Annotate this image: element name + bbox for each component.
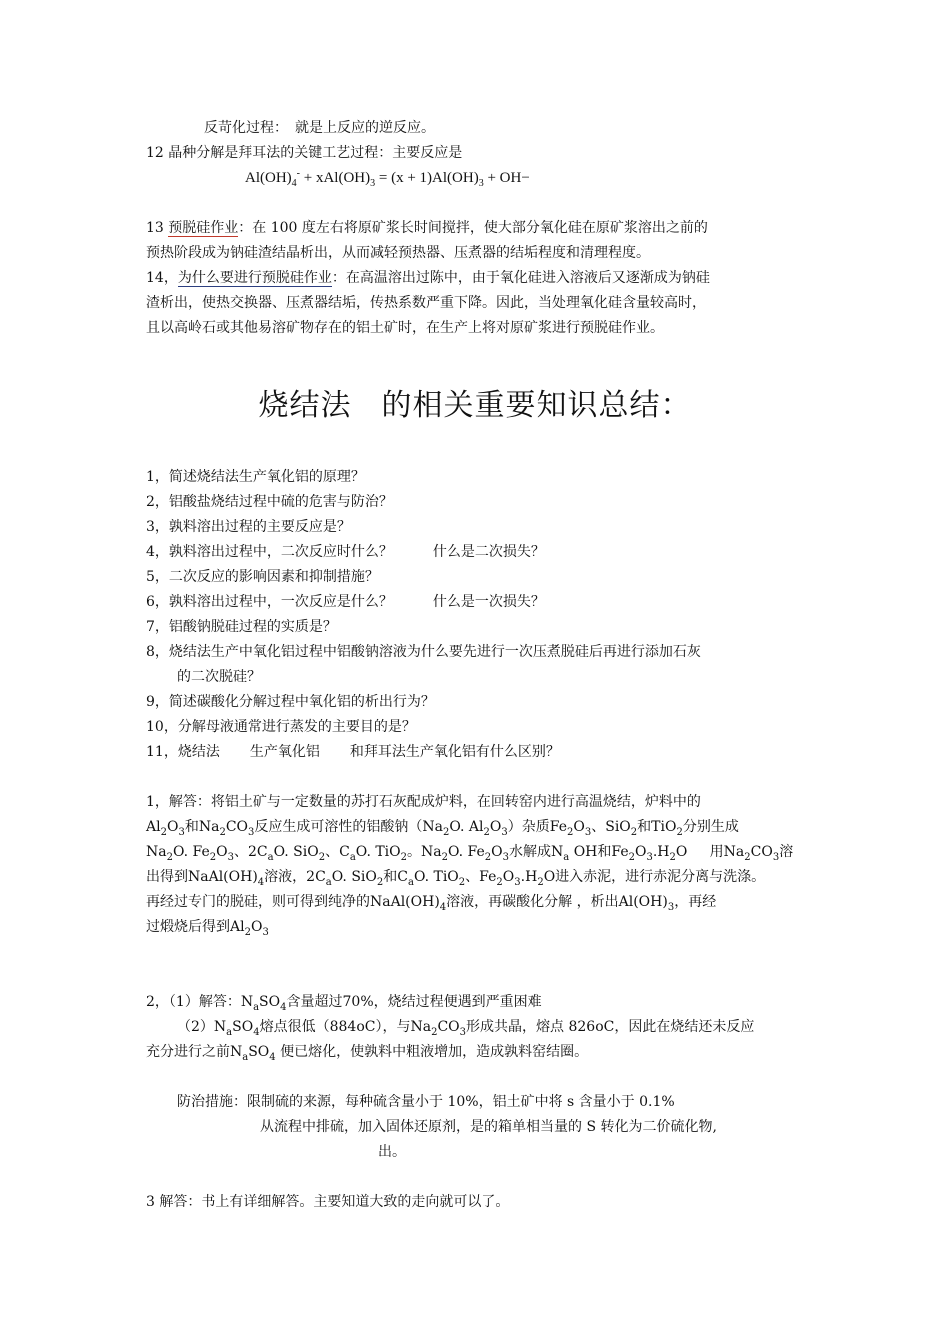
eq-sub-2: 3 bbox=[370, 178, 376, 189]
formula: $N_a$ OH bbox=[551, 844, 598, 863]
question-6b: 什么是一次损失？ bbox=[432, 594, 545, 610]
seed-decomposition-line: 12 晶种分解是拜耳法的关键工艺过程：主要反应是 bbox=[146, 145, 463, 161]
eq-term-2: + xAl(OH) bbox=[300, 170, 371, 186]
a1-text: 用 bbox=[709, 844, 724, 860]
answer-1-line5 bbox=[146, 892, 716, 912]
formula: $N_aSO_4$ bbox=[230, 1044, 276, 1063]
formula: $Fe_2O_3.H_2O$ bbox=[611, 844, 688, 863]
eq-sup-1: - bbox=[296, 168, 300, 179]
a1-text: ，再经 bbox=[674, 894, 717, 910]
eq-sub-1: 4 bbox=[291, 178, 297, 189]
a1-text: 再经过专门的脱硅，则可得到纯净的 bbox=[146, 894, 370, 910]
title-part-2: 的相关重要知识总结： bbox=[381, 388, 692, 423]
answer-1-line2 bbox=[146, 817, 739, 837]
title-part-1: 烧结法 bbox=[258, 388, 352, 423]
a1-text: 出得到 bbox=[146, 869, 188, 885]
prevention-measures-1: 防治措施：限制硫的来源，每种硫含量小于 10%，铝土矿中将 s 含量小于 0.1% bbox=[177, 1094, 675, 1110]
question-9: 9，简述碳酸化分解过程中氧化铝的析出行为？ bbox=[146, 694, 435, 710]
formula: $Na_2O$. $Fe_2O_3$、$2C_aO$. SiO$_2$、$C_aO$. TiO$_2$ bbox=[146, 844, 408, 863]
question-7: 7，铝酸钠脱硅过程的实质是？ bbox=[146, 619, 337, 635]
question-6 bbox=[146, 592, 545, 612]
question-2: 2，铝酸盐烧结过程中硫的危害与防治？ bbox=[146, 494, 393, 510]
formula: $Al_2O_3$ bbox=[230, 919, 269, 938]
a1-text: 和 bbox=[637, 819, 652, 835]
seed-decomposition-equation bbox=[245, 168, 530, 188]
question-6a: 6，孰料溶出过程中，一次反应是什么？ bbox=[146, 594, 393, 610]
p13-term: 预脱硅作业 bbox=[168, 220, 239, 236]
answer-2-line1 bbox=[146, 992, 542, 1012]
p14-term: 为什么要进行预脱硅作业 bbox=[177, 270, 332, 286]
a1-text: 溶 bbox=[779, 844, 794, 860]
formula: $2C_aO$. SiO$_2$ bbox=[306, 869, 384, 888]
answer-2-line2 bbox=[177, 1017, 754, 1037]
question-11b: 生产氧化铝 bbox=[249, 744, 320, 760]
a2-text: 形成共晶，熔点 826oC，因此在烧结还未反应 bbox=[466, 1019, 755, 1035]
a2-text: （2） bbox=[177, 1019, 214, 1035]
section-title bbox=[0, 386, 950, 426]
a1-text: 过煅烧后得到 bbox=[146, 919, 230, 935]
prevention-measures-3: 出。 bbox=[378, 1144, 406, 1160]
p14-text-1: ：在高温溶出过陈中，由于氧化硅进入溶液后又逐渐成为钠硅 bbox=[331, 270, 710, 286]
a1-text: 水解成 bbox=[509, 844, 552, 860]
p13-line1 bbox=[146, 218, 708, 238]
question-11a: 11，烧结法 bbox=[146, 744, 220, 760]
answer-1-line3 bbox=[146, 842, 793, 862]
a2-text: 2，（1）解答： bbox=[146, 994, 241, 1010]
eq-term-4: + OH− bbox=[483, 170, 530, 186]
p13-line2: 预热阶段成为钠硅渣结晶析出，从而减轻预热器、压煮器的结垢程度和清理程度。 bbox=[146, 245, 650, 261]
a2-text: 熔点很低（884oC），与 bbox=[259, 1019, 411, 1035]
question-8b: 的二次脱硅？ bbox=[177, 669, 261, 685]
question-4a: 4，孰料溶出过程中，二次反应时什么？ bbox=[146, 544, 393, 560]
answer-1-line1: 1，解答：将铝土矿与一定数量的苏打石灰配成炉料，在回转窑内进行高温烧结，炉料中的 bbox=[146, 794, 701, 810]
question-4 bbox=[146, 542, 545, 562]
formula: $Na_2CO_3$ bbox=[410, 1019, 467, 1038]
question-4b: 什么是二次损失？ bbox=[432, 544, 545, 560]
formula: $C_aO$. TiO$_2$、$Fe_2O_3.H_2O$ bbox=[397, 869, 556, 888]
formula: $N_aSO_4$ bbox=[240, 994, 287, 1013]
p14-line2: 渣析出，使热交换器、压煮器结垢，传热系数严重下降。因此，当处理氧化硅含量较高时， bbox=[146, 295, 706, 311]
eq-sub-3: 3 bbox=[478, 178, 484, 189]
a1-text: 。 bbox=[407, 844, 422, 860]
answer-1-line4 bbox=[146, 867, 765, 887]
a2-text: 便已熔化，使孰料中粗液增加，造成孰料窑结圈。 bbox=[275, 1044, 589, 1060]
formula: TiO$_2$ bbox=[651, 819, 683, 838]
p14-number: 14， bbox=[146, 270, 178, 286]
a1-text: 、 bbox=[591, 819, 606, 835]
eq-term-3: = (x + 1)Al(OH) bbox=[375, 170, 479, 186]
p14-line1 bbox=[146, 268, 710, 288]
a1-text: ）杂质 bbox=[507, 819, 550, 835]
question-10: 10，分解母液通常进行蒸发的主要目的是？ bbox=[146, 719, 416, 735]
question-8a: 8，烧结法生产中氧化铝过程中铝酸钠溶液为什么要先进行一次压煮脱硅后再进行添加石灰 bbox=[146, 644, 701, 660]
a2-text: 含量超过70%，烧结过程便遇到严重困难 bbox=[286, 994, 542, 1010]
question-3: 3，孰料溶出过程的主要反应是？ bbox=[146, 519, 351, 535]
prevention-measures-2: 从流程中排硫，加入固体还原剂，是的箱单相当量的 S 转化为二价硫化物, bbox=[260, 1119, 717, 1135]
formula: $Al_2O_3$和$Na_2CO_3$ bbox=[146, 819, 255, 838]
formula: $NaAl(OH)_4$ bbox=[370, 894, 447, 913]
answer-3: 3 解答：书上有详细解答。主要知道大致的走向就可以了。 bbox=[146, 1194, 510, 1210]
question-11c: 和拜耳法生产氧化铝有什么区别？ bbox=[349, 744, 560, 760]
answer-2-line3 bbox=[146, 1042, 588, 1062]
formula: SiO$_2$ bbox=[605, 819, 638, 838]
a1-text: 反应生成可溶性的铝酸钠（ bbox=[254, 819, 423, 835]
formula: $Na_2O$. $Al_2O_3$ bbox=[422, 819, 508, 838]
formula: $Al(OH)_3$ bbox=[618, 894, 675, 913]
formula: $Na_2O$. $Fe_2O_3$ bbox=[421, 844, 510, 863]
reverse-causticization-line: 反苛化过程： 就是上反应的逆反应。 bbox=[204, 120, 435, 136]
p14-line3: 且以高岭石或其他易溶矿物存在的铝土矿时，在生产上将对原矿浆进行预脱硅作业。 bbox=[146, 320, 664, 336]
a1-text: 溶液， bbox=[264, 869, 307, 885]
p13-text-1: ：在 100 度左右将原矿浆长时间搅拌，使大部分氧化硅在原矿浆溶出之前的 bbox=[238, 220, 708, 236]
answer-1-line6 bbox=[146, 917, 269, 937]
a1-text: 和 bbox=[597, 844, 612, 860]
question-1: 1，简述烧结法生产氧化铝的原理？ bbox=[146, 469, 365, 485]
a1-text: 进入赤泥，进行赤泥分离与洗涤。 bbox=[555, 869, 766, 885]
p13-number: 13 bbox=[146, 220, 169, 236]
formula: $Fe_2O_3$ bbox=[549, 819, 592, 838]
formula: $N_aSO_4$ bbox=[213, 1019, 260, 1038]
a1-text: 溶液，再碳酸化分解 ，析出 bbox=[446, 894, 619, 910]
question-5: 5，二次反应的影响因素和抑制措施？ bbox=[146, 569, 379, 585]
a2-text: 充分进行之前 bbox=[146, 1044, 230, 1060]
a1-text: 和 bbox=[383, 869, 398, 885]
formula: $NaAl(OH)_4$ bbox=[188, 869, 265, 888]
eq-term-1: Al(OH) bbox=[245, 170, 292, 186]
a1-text: 分别生成 bbox=[682, 819, 739, 835]
formula: $Na_2CO_3$ bbox=[723, 844, 780, 863]
question-11 bbox=[146, 742, 560, 762]
